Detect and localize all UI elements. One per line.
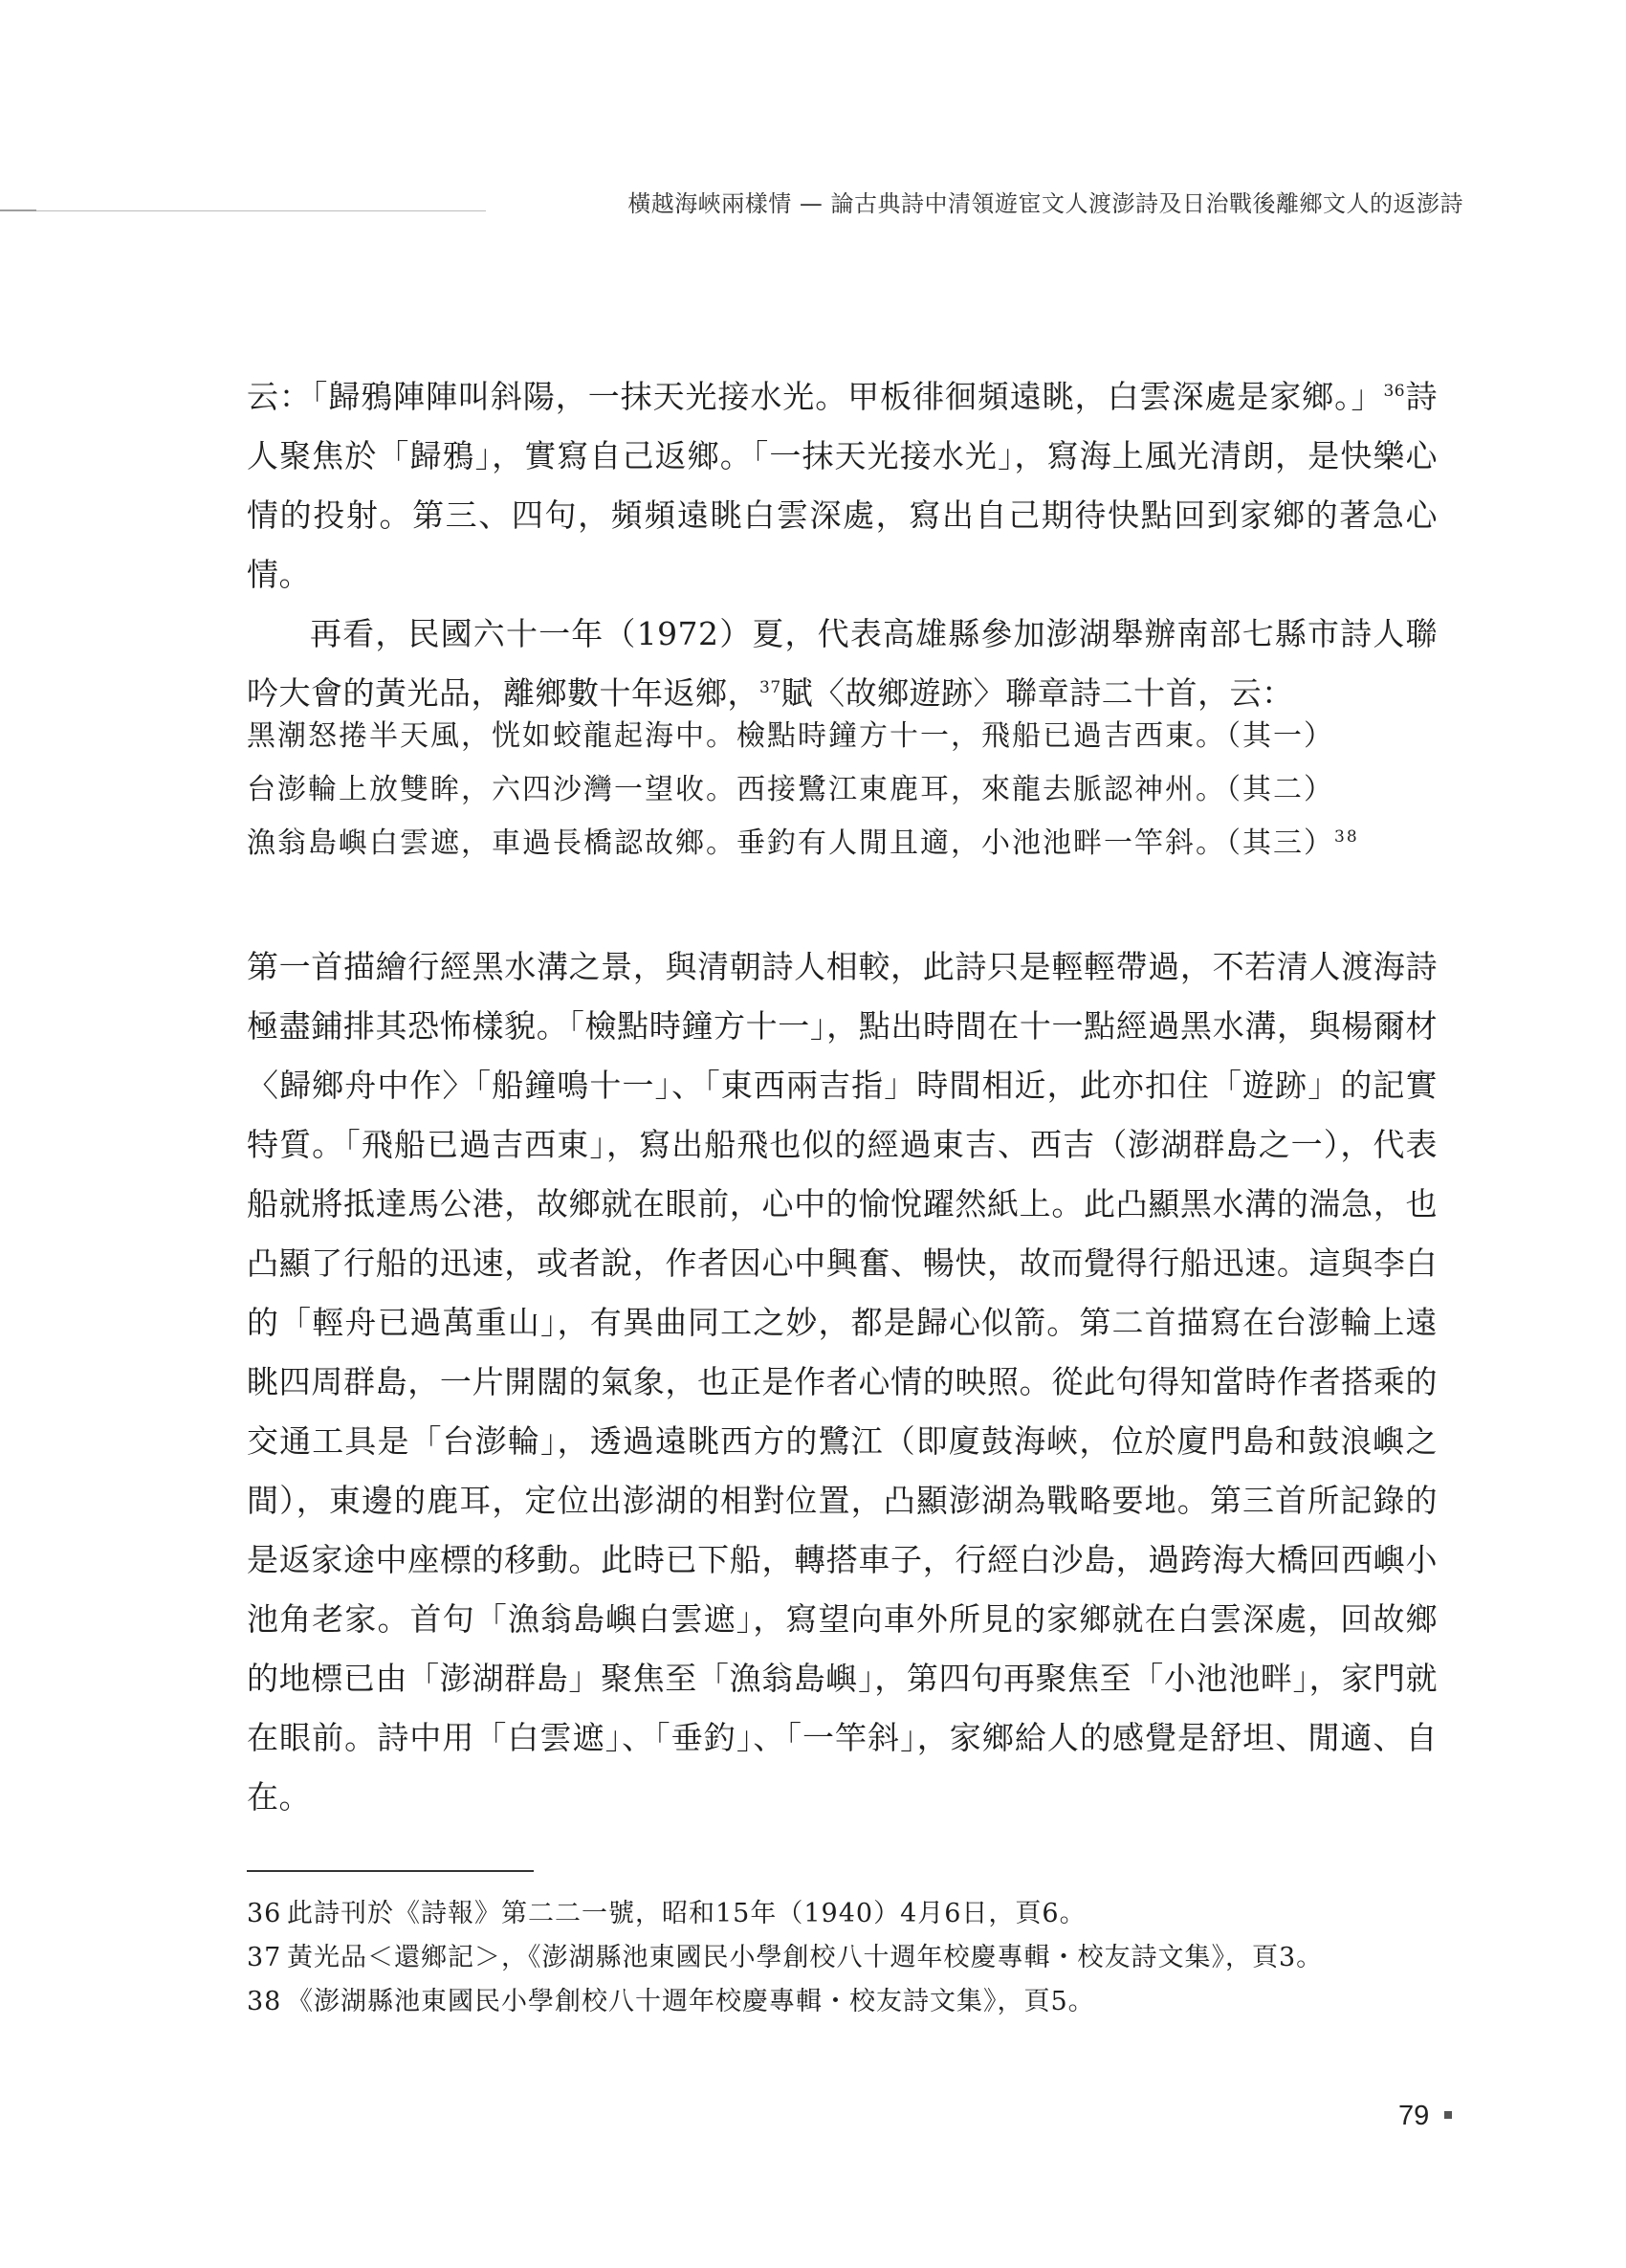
page-number: 79 [1398, 2101, 1430, 2131]
body-block-1 [247, 367, 1438, 723]
poem-line-3 [247, 817, 1438, 870]
footnote-ref-36[interactable]: 36 [1383, 382, 1406, 401]
poem-line-2: 台澎輪上放雙眸，六四沙灣一望收。西接鷺江東鹿耳，來龍去脈認神州。（其二） [247, 773, 1334, 806]
paragraph-1 [247, 367, 1438, 605]
footnote-ref-37[interactable]: 37 [759, 678, 781, 697]
footnote-36 [247, 1892, 1442, 1936]
running-title: 橫越海峽兩樣情 — 論古典詩中清領遊宦文人渡澎詩及日治戰後離鄉文人的返澎詩 [627, 190, 1463, 217]
footnote-number: 37 [247, 1943, 282, 1972]
poem-line-3-text: 漁翁島嶼白雲遮，車過長橋認故鄉。垂釣有人閒且適，小池池畔一竿斜。（其三） [247, 826, 1334, 860]
footnote-number: 36 [247, 1899, 282, 1928]
paragraph-1-text-a: 云：「歸鴉陣陣叫斜陽，一抹天光接水光。甲板徘徊頻遠眺，白雲深處是家鄉。」 [247, 378, 1384, 415]
footnote-37 [247, 1936, 1442, 1980]
footnote-rule [247, 1870, 534, 1872]
paragraph-2-text-b: 賦〈故鄉遊跡〉聯章詩二十首，云： [780, 674, 1294, 712]
footnote-38 [247, 1980, 1442, 2024]
poem-line-1: 黑潮怒捲半天風，恍如蛟龍起海中。檢點時鐘方十一，飛船已過吉西東。（其一） [247, 719, 1334, 753]
body-block-2 [247, 937, 1438, 1827]
footnotes [247, 1892, 1442, 2024]
paragraph-2-text-a: 再看，民國六十一年（1972）夏，代表高雄縣參加澎湖舉辦南部七縣市詩人聯吟大會的黃光品，離鄉數十年返鄉， [247, 615, 1438, 712]
paragraph-2 [247, 605, 1438, 723]
page-marker-square [1444, 2111, 1452, 2119]
footnote-text: 《澎湖縣池東國民小學創校八十週年校慶專輯・校友詩文集》，頁5。 [287, 1987, 1095, 2016]
footnote-text: 黃光品＜還鄉記＞，《澎湖縣池東國民小學創校八十週年校慶專輯・校友詩文集》，頁3。 [287, 1943, 1324, 1972]
footnote-ref-38[interactable]: 38 [1334, 827, 1359, 847]
paragraph-1-text-b: 詩人聚焦於「歸鴉」，實寫自己返鄉。「一抹天光接水光」，寫海上風光清朗，是快樂心情的投射。第三、四句，頻頻遠眺白雲深處，寫出自己期待快點回到家鄉的著急心情。 [247, 378, 1439, 593]
poem-block [247, 710, 1438, 870]
header-rule [36, 210, 486, 211]
footnote-number: 38 [247, 1987, 282, 2016]
footnote-text: 此詩刊於《詩報》第二二一號，昭和15年（1940）4月6日，頁6。 [287, 1899, 1087, 1928]
paragraph-3: 第一首描繪行經黑水溝之景，與清朝詩人相較，此詩只是輕輕帶過，不若清人渡海詩極盡鋪排其恐怖樣貌。「檢點時鐘方十一」，點出時間在十一點經過黑水溝，與楊爾材〈歸鄉舟中作〉「船鐘鳴十一」、「東西兩吉指」時間相近，此亦扣住「遊跡」的記實特質。「飛船已過吉西東」，寫出船飛也似的經過東吉、西吉（澎湖群島之一），代表船就將抵達馬公港，故鄉就在眼前，心中的愉悅躍然紙上。此凸顯黑水溝的湍急，也凸顯了行船的迅速，或者說，作者因心中興奮、暢快，故而覺得行船迅速。這與李白的「輕舟已過萬重山」，有異曲同工之妙，都是歸心似箭。第二首描寫在台澎輪上遠眺四周群島，一片開闊的氣象，也正是作者心情的映照。從此句得知當時作者搭乘的交通工具是「台澎輪」，透過遠眺西方的鷺江（即廈鼓海峽，位於廈門島和鼓浪嶼之間），東邊的鹿耳，定位出澎湖的相對位置，凸顯澎湖為戰略要地。第三首所記錄的是返家途中座標的移動。此時已下船，轉搭車子，行經白沙島，過跨海大橋回西嶼小池角老家。首句「漁翁島嶼白雲遮」，寫望向車外所見的家鄉就在白雲深處，回故鄉的地標已由「澎湖群島」聚焦至「漁翁島嶼」，第四句再聚焦至「小池池畔」，家門就在眼前。詩中用「白雲遮」、「垂釣」、「一竿斜」，家鄉給人的感覺是舒坦、閒適、自在。 [247, 948, 1438, 1816]
